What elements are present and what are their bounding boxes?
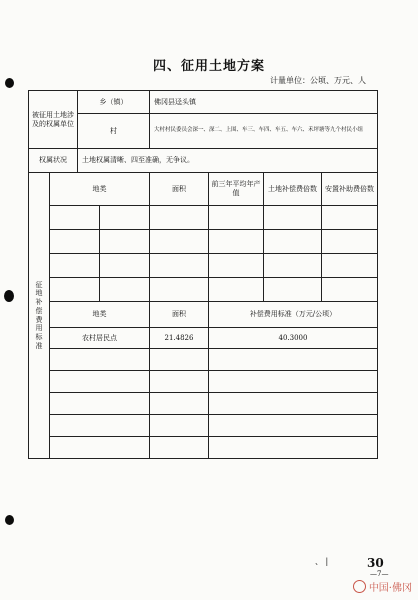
table-cell	[150, 206, 209, 230]
table-cell	[50, 230, 100, 254]
village-label: 村	[78, 114, 150, 149]
row-area: 21.4826	[150, 328, 209, 349]
table-cell	[100, 278, 150, 302]
table-cell	[50, 437, 150, 459]
table-cell	[150, 254, 209, 278]
table-cell	[50, 371, 150, 393]
page-number: 30	[367, 556, 384, 570]
table-cell	[50, 254, 100, 278]
header-avg-output: 前三年平均年产值	[209, 173, 264, 206]
ownership-status-label: 权属状况	[29, 149, 78, 173]
table-cell	[322, 278, 378, 302]
table-cell	[50, 415, 150, 437]
table-cell	[264, 206, 322, 230]
table-cell	[150, 230, 209, 254]
ownership-unit-label: 被征用土地涉及的权属单位	[29, 91, 78, 149]
table-cell	[322, 254, 378, 278]
header2-compensation-standard: 补偿费用标准（万元/公顷）	[209, 302, 378, 328]
table-cell	[209, 415, 378, 437]
header2-area: 面积	[150, 302, 209, 328]
table-cell	[50, 393, 150, 415]
document-title: 四、征用土地方案	[152, 59, 265, 74]
table-cell	[209, 278, 264, 302]
measurement-unit: 计量单位：公顷、万元、人	[270, 76, 366, 85]
table-cell	[150, 415, 209, 437]
table-cell	[209, 349, 378, 371]
table-cell	[50, 206, 100, 230]
table-cell	[150, 371, 209, 393]
table-cell	[100, 230, 150, 254]
watermark	[353, 579, 412, 594]
table-cell	[150, 393, 209, 415]
sub-page-number: —7—	[370, 570, 389, 578]
table-cell	[322, 230, 378, 254]
binding-hole	[4, 290, 14, 302]
row-compensation-standard: 40.3000	[209, 328, 378, 349]
table-cell	[50, 349, 150, 371]
township-value: 佛冈县迳头镇	[150, 91, 378, 114]
table-cell	[322, 206, 378, 230]
table-cell	[264, 254, 322, 278]
scan-marks: 、 |	[315, 557, 329, 566]
table-cell	[264, 278, 322, 302]
row-land-type: 农村居民点	[50, 328, 150, 349]
township-label: 乡（镇）	[78, 91, 150, 114]
header-area: 面积	[150, 173, 209, 206]
table-cell	[209, 254, 264, 278]
ownership-status-value: 土地权属清晰、四至准确，无争议。	[78, 149, 378, 173]
compensation-standard-label: 征地补偿费用标准	[29, 173, 50, 459]
binding-hole	[5, 78, 14, 88]
table-cell	[264, 230, 322, 254]
table-cell	[100, 206, 150, 230]
table-cell	[209, 206, 264, 230]
table-cell	[209, 230, 264, 254]
table-cell	[150, 349, 209, 371]
watermark-logo-icon	[353, 580, 366, 593]
table-cell	[50, 278, 100, 302]
table-cell	[150, 278, 209, 302]
header-resettlement-multiple: 安置补助费倍数	[322, 173, 378, 206]
header-land-type: 地类	[50, 173, 150, 206]
land-acquisition-table	[28, 90, 378, 459]
table-cell	[209, 371, 378, 393]
village-value: 大村村民委员会深一、深二、上围、车三、车四、车五、车六、禾坪塘等九个村民小组	[150, 114, 378, 149]
table-cell	[209, 437, 378, 459]
header2-land-type: 地类	[50, 302, 150, 328]
header-land-compensation-multiple: 土地补偿费倍数	[264, 173, 322, 206]
table-cell	[209, 393, 378, 415]
table-cell	[150, 437, 209, 459]
binding-hole	[5, 515, 14, 525]
watermark-text: 中国·佛冈	[368, 583, 412, 594]
table-cell	[100, 254, 150, 278]
